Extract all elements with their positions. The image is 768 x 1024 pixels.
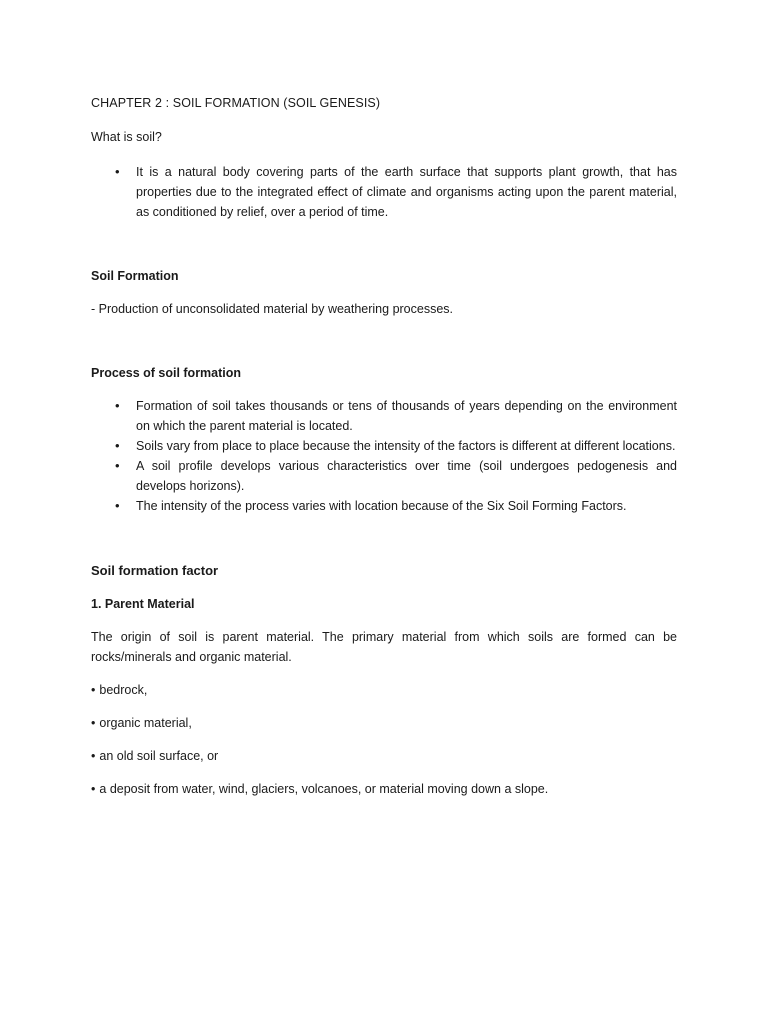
parent-material-intro: The origin of soil is parent material. The primary material from which soils are formed can be rocks/minerals and organic material. — [91, 630, 677, 664]
parent-material-item — [91, 779, 677, 799]
document-content — [91, 93, 677, 812]
question-what-is-soil: What is soil? — [91, 130, 162, 144]
process-item: • A soil profile develops various characteristics over time (soil undergoes pedogenesis and develops horizons). — [91, 456, 677, 496]
parent-material-item-text: organic material, — [99, 716, 192, 730]
process-title: Process of soil formation — [91, 366, 242, 380]
parent-material-item — [91, 746, 677, 766]
soil-formation-title: Soil Formation — [91, 269, 179, 283]
chapter-heading: CHAPTER 2 : SOIL FORMATION (SOIL GENESIS) — [91, 96, 381, 110]
process-item: • Formation of soil takes thousands or tens of thousands of years depending on the environment on which the parent material is located. — [91, 396, 677, 436]
process-item: • Soils vary from place to place because the intensity of the factors is different at different locations. — [91, 436, 677, 456]
parent-material-title: 1. Parent Material — [91, 597, 195, 611]
bullet-icon: • — [91, 683, 96, 697]
process-item: • The intensity of the process varies with location because of the Six Soil Forming Factors. — [91, 496, 677, 516]
bullet-icon: • — [91, 716, 96, 730]
factors-title: Soil formation factor — [91, 563, 219, 578]
bullet-icon: • — [91, 749, 96, 763]
parent-material-item — [91, 713, 677, 733]
parent-material-item-text: a deposit from water, wind, glaciers, volcanoes, or material moving down a slope. — [99, 782, 549, 796]
parent-material-item — [91, 680, 677, 700]
soil-formation-text: - Production of unconsolidated material by weathering processes. — [91, 302, 454, 316]
parent-material-item-text: an old soil surface, or — [99, 749, 219, 763]
bullet-icon: • — [91, 782, 96, 796]
definition-list — [91, 162, 677, 222]
definition-item: • It is a natural body covering parts of the earth surface that supports plant growth, that has properties due to the integrated effect of climate and organisms acting upon the parent material, as conditioned by relief, over a period of time. — [91, 162, 677, 222]
parent-material-item-text: bedrock, — [99, 683, 148, 697]
process-list — [91, 396, 677, 516]
